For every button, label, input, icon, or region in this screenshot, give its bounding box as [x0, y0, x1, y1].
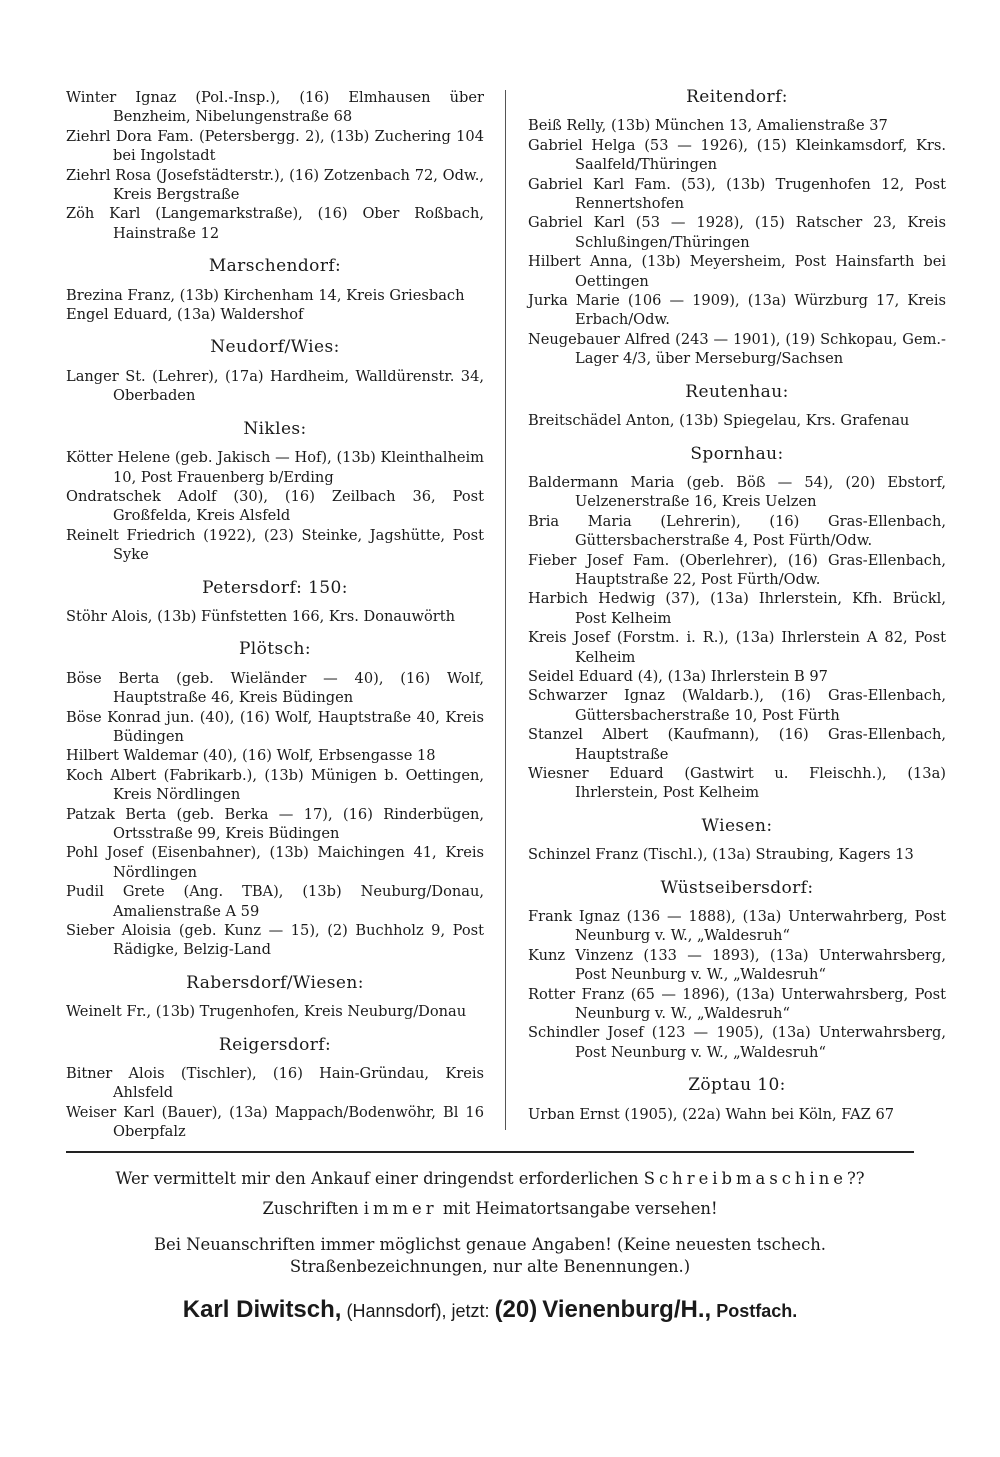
address-entry: Zöh Karl (Langemarkstraße), (16) Ober Roßbach, Hainstraße 12	[66, 205, 484, 242]
address-entry: Schindler Josef (123 — 1905), (13a) Unterwahrsberg, Post Neunburg v. W., „Waldesruh“	[528, 1024, 946, 1061]
section-heading: Wüstseibersdorf:	[660, 877, 814, 898]
address-entry: Baldermann Maria (geb. Böß — 54), (20) Ebstorf, Uelzenerstraße 16, Kreis Uelzen	[528, 473, 946, 511]
address-entry: Breitschädel Anton, (13b) Spiegelau, Krs. Grafenau	[528, 412, 910, 430]
footer-request-emphasis: Schreibmaschine	[643, 1169, 847, 1188]
footer-instruction	[66, 1198, 914, 1220]
address-entry: Gabriel Karl (53 — 1928), (15) Ratscher 23, Kreis Schlußingen/Thüringen	[528, 214, 946, 251]
address-entry: Ondratschek Adolf (30), (16) Zeilbach 36, Post Großfelda, Kreis Alsfeld	[66, 487, 484, 525]
signature-box: Postfach.	[716, 1301, 798, 1321]
address-entry: Hilbert Anna, (13b) Meyersheim, Post Hainsfarth bei Oettingen	[528, 253, 946, 290]
signature-city: Vienenburg/H.,	[542, 1296, 712, 1323]
address-entry: Böse Konrad jun. (40), (16) Wolf, Hauptstraße 40, Kreis Büdingen	[66, 708, 484, 745]
address-entry: Koch Albert (Fabrikarb.), (13b) Münigen b. Oettingen, Kreis Nördlingen	[66, 766, 484, 804]
address-entry: Weinelt Fr., (13b) Trugenhofen, Kreis Neuburg/Donau	[66, 1003, 467, 1021]
address-entry: Langer St. (Lehrer), (17a) Hardheim, Walldürenstr. 34, Oberbaden	[66, 367, 484, 405]
address-entry: Winter Ignaz (Pol.-Insp.), (16) Elmhausen über Benzheim, Nibelungenstraße 68	[66, 89, 484, 126]
address-entry: Ziehrl Dora Fam. (Petersbergg. 2), (13b) Zuchering 104 bei Ingolstadt	[66, 127, 484, 165]
section-heading: Rabersdorf/Wiesen:	[186, 972, 364, 993]
address-entry: Seidel Eduard (4), (13a) Ihrlerstein B 97	[528, 667, 828, 685]
section-heading: Reigersdorf:	[218, 1034, 332, 1055]
section-heading: Plötsch:	[238, 639, 312, 660]
address-entry: Ziehrl Rosa (Josefstädterstr.), (16) Zotzenbach 72, Odw., Kreis Bergstraße	[66, 166, 484, 204]
address-entry: Jurka Marie (106 — 1909), (13a) Würzburg 17, Kreis Erbach/Odw.	[528, 292, 946, 329]
address-entry: Böse Berta (geb. Wieländer — 40), (16) Wolf, Hauptstraße 46, Kreis Büdingen	[66, 669, 484, 707]
address-entry: Fieber Josef Fam. (Oberlehrer), (16) Gras-Ellenbach, Hauptstraße 22, Post Fürth/Odw.	[528, 551, 946, 588]
address-entry: Harbich Hedwig (37), (13a) Ihrlerstein, Kfh. Brückl, Post Kelheim	[528, 590, 946, 627]
address-entry: Schwarzer Ignaz (Waldarb.), (16) Gras-Ellenbach, Güttersbacherstraße 10, Post Fürth	[528, 687, 946, 724]
footer-rule	[66, 1151, 914, 1153]
right-column	[528, 88, 946, 1124]
footer-request-text: Wer vermittelt mir den Ankauf einer dringendst erforderlichen	[115, 1169, 644, 1188]
left-column	[66, 88, 484, 1142]
section-heading: Spornhau:	[690, 443, 784, 464]
section-heading: Marschendorf:	[208, 256, 342, 277]
address-entry: Urban Ernst (1905), (22a) Wahn bei Köln, FAZ 67	[528, 1105, 895, 1123]
section-heading: Reutenhau:	[685, 381, 789, 402]
address-entry: Kötter Helene (geb. Jakisch — Hof), (13b) Kleinthalheim 10, Post Frauenberg b/Erding	[66, 449, 484, 486]
address-entry: Neugebauer Alfred (243 — 1901), (19) Schkopau, Gem.-Lager 4/3, über Merseburg/Sachsen	[528, 330, 946, 368]
footer-instruction-end: mit Heimatortsangabe versehen!	[437, 1199, 718, 1218]
address-entry: Bitner Alois (Tischler), (16) Hain-Gründau, Kreis Ahlsfeld	[66, 1065, 484, 1102]
section-heading: Neudorf/Wies:	[210, 337, 340, 358]
address-entry: Reinelt Friedrich (1922), (23) Steinke, Jagshütte, Post Syke	[66, 526, 484, 564]
address-entry: Stanzel Albert (Kaufmann), (16) Gras-Ellenbach, Hauptstraße	[528, 726, 946, 763]
address-entry: Beiß Relly, (13b) München 13, Amalienstraße 37	[528, 117, 888, 135]
section-heading: Reitendorf:	[686, 87, 788, 107]
signature-origin: (Hannsdorf), jetzt:	[346, 1301, 490, 1321]
address-entry: Kreis Josef (Forstm. i. R.), (13a) Ihrlerstein A 82, Post Kelheim	[528, 629, 946, 666]
address-entry: Bria Maria (Lehrerin), (16) Gras-Ellenbach, Güttersbacherstraße 4, Post Fürth/Odw.	[528, 512, 946, 550]
address-entry: Wiesner Eduard (Gastwirt u. Fleischh.), (13a) Ihrlerstein, Post Kelheim	[528, 765, 946, 802]
section-heading: Wiesen:	[701, 815, 773, 836]
address-entry: Pohl Josef (Eisenbahner), (13b) Maichingen 41, Kreis Nördlingen	[66, 844, 484, 881]
address-entry: Sieber Aloisia (geb. Kunz — 15), (2) Buchholz 9, Post Rädigke, Belzig-Land	[66, 922, 484, 959]
address-entry: Brezina Franz, (13b) Kirchenham 14, Kreis Griesbach	[66, 286, 465, 304]
address-entry: Stöhr Alois, (13b) Fünfstetten 166, Krs. Donauwörth	[66, 607, 456, 625]
address-entry: Pudil Grete (Ang. TBA), (13b) Neuburg/Donau, Amalienstraße A 59	[66, 883, 484, 920]
section-heading: Petersdorf: 150:	[202, 577, 348, 598]
footer-note: Bei Neuanschriften immer möglichst genaue Angaben! (Keine neuesten tschech. Straßenbezeichnungen, nur alte Benennungen.)	[153, 1235, 827, 1276]
address-entry: Weiser Karl (Bauer), (13a) Mappach/Bodenwöhr, Bl 16 Oberpfalz	[66, 1103, 484, 1141]
footer-request	[66, 1168, 914, 1190]
address-entry: Kunz Vinzenz (133 — 1893), (13a) Unterwahrsberg, Post Neunburg v. W., „Waldesruh“	[528, 946, 946, 984]
section-heading: Nikles:	[243, 418, 307, 439]
address-entry: Hilbert Waldemar (40), (16) Wolf, Erbsengasse 18	[66, 747, 436, 765]
footer-instruction-emphasis: immer	[363, 1199, 438, 1218]
section-heading: Zöptau 10:	[688, 1075, 786, 1096]
address-entry: Schinzel Franz (Tischl.), (13a) Straubing, Kagers 13	[528, 846, 914, 864]
address-entry: Patzak Berta (geb. Berka — 17), (16) Rinderbügen, Ortsstraße 99, Kreis Büdingen	[66, 805, 484, 842]
signature-name: Karl Diwitsch,	[182, 1296, 342, 1323]
address-entry: Frank Ignaz (136 — 1888), (13a) Unterwahrberg, Post Neunburg v. W., „Waldesruh“	[528, 908, 946, 945]
address-entry: Gabriel Helga (53 — 1926), (15) Kleinkamsdorf, Krs. Saalfeld/Thüringen	[528, 136, 946, 174]
signature-zone: (20)	[494, 1296, 538, 1323]
address-entry: Rotter Franz (65 — 1896), (13a) Unterwahrsberg, Post Neunburg v. W., „Waldesruh“	[528, 985, 946, 1023]
footer-instruction-text: Zuschriften	[262, 1199, 364, 1218]
signature	[66, 1296, 914, 1324]
column-divider	[505, 90, 506, 1130]
address-entry: Gabriel Karl Fam. (53), (13b) Trugenhofen 12, Post Rennertshofen	[528, 175, 946, 213]
address-entry: Engel Eduard, (13a) Waldershof	[66, 306, 304, 324]
footer-request-end: ??	[846, 1169, 865, 1188]
